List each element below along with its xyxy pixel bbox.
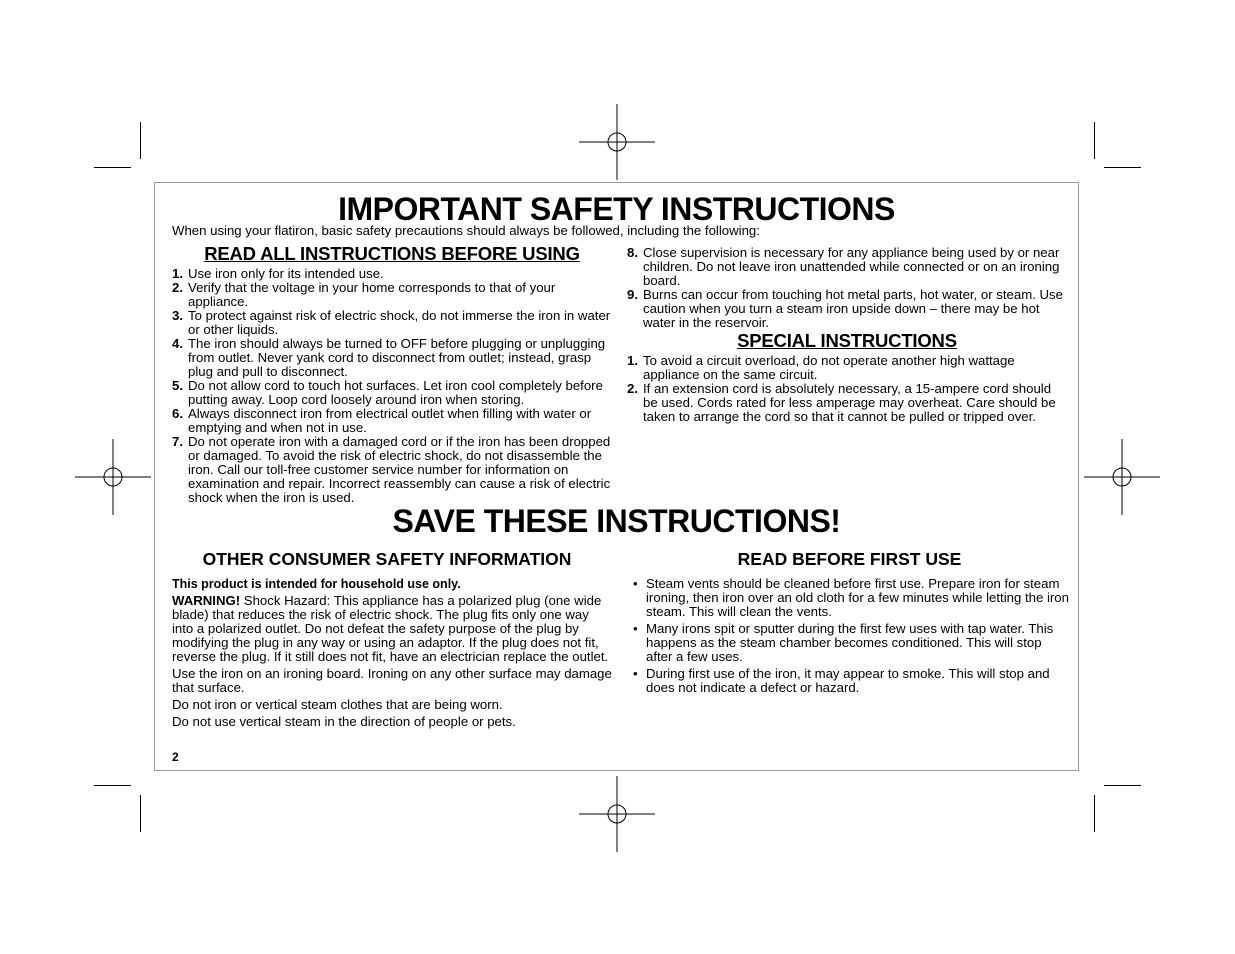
list-item: 2. Verify that the voltage in your home corresponds to that of your appliance. (172, 280, 556, 309)
crop-mark (1104, 785, 1141, 786)
crop-mark (1094, 795, 1095, 832)
warning-paragraph: WARNING! Shock Hazard: This appliance has a polarized plug (one wide blade) that reduces the risk of electric shock. The plug fits only one way into a polarized outlet. Do not defeat the safety purpose of the plug by modifying the plug in any way or using an adaptor. If the plug does not fit, reverse the plug. If it still does not fit, have an electrician replace the outlet. (172, 593, 609, 664)
registration-mark-left (75, 439, 151, 515)
list-item: 9. Burns can occur from touching hot metal parts, hot water, or steam. Use caution when you turn a steam iron upside down – there may be hot water in the reservoir. (627, 287, 1063, 330)
paragraph: Use the iron on an ironing board. Ironing on any other surface may damage that surface. (172, 666, 612, 695)
instructions-right-column (627, 246, 1067, 424)
paragraph: Do not iron or vertical steam clothes that are being worn. (172, 697, 503, 712)
household-note: This product is intended for household use only. (172, 577, 461, 591)
crop-mark (94, 167, 131, 168)
list-item: 1. To avoid a circuit overload, do not operate another high wattage appliance on the same circuit. (627, 353, 1015, 382)
crop-mark (140, 122, 141, 159)
list-item: 2. If an extension cord is absolutely necessary, a 15-ampere cord should be used. Cords rated for less amperage may overheat. Care should be taken to arrange the cord so that it cannot be pulled or tripped over. (627, 381, 1056, 424)
list-item: 3. To protect against risk of electric shock, do not immerse the iron in water or other liquids. (172, 308, 611, 337)
registration-mark-right (1084, 439, 1160, 515)
main-title: IMPORTANT SAFETY INSTRUCTIONS (338, 191, 895, 227)
list-item: • Steam vents should be cleaned before first use. Prepare iron for steam ironing, then iron over an old cloth for a few minutes while letting the iron steam. This will clean the vents. (633, 576, 1069, 619)
save-instructions-title: SAVE THESE INSTRUCTIONS! (392, 503, 841, 539)
bullet-icon: • (633, 576, 638, 591)
registration-mark-bottom (579, 776, 655, 852)
read-before-heading: READ BEFORE FIRST USE (737, 549, 962, 569)
bullet-icon: • (633, 621, 638, 636)
list-item: 6. Always disconnect iron from electrical outlet when filling with water or emptying and when not in use. (172, 406, 592, 435)
read-all-heading: READ ALL INSTRUCTIONS BEFORE USING (204, 243, 580, 264)
paragraph: Do not use vertical steam in the direction of people or pets. (172, 714, 516, 729)
list-item: 7. Do not operate iron with a damaged cord or if the iron has been dropped or damaged. To avoid the risk of electric shock, do not disassemble the iron. Call our toll-free customer service number for information on examination and repair. Incorrect reassembly can cause a risk of electric shock when the iron is used. (172, 434, 611, 505)
page-number: 2 (172, 750, 179, 764)
special-instruction-list (627, 354, 1067, 424)
warning-label: WARNING! (172, 593, 241, 608)
list-item: 4. The iron should always be turned to OFF before plugging or unplugging from outlet. Never yank cord to disconnect from outlet; instead, grasp plug and pull to disconnect. (172, 336, 606, 379)
registration-mark-top (579, 104, 655, 180)
crop-mark (140, 795, 141, 832)
crop-mark (1104, 167, 1141, 168)
list-item: • During first use of the iron, it may appear to smoke. This will stop and does not indicate a defect or hazard. (633, 666, 1050, 695)
manual-page (154, 182, 1079, 771)
other-safety-heading: OTHER CONSUMER SAFETY INFORMATION (202, 549, 572, 569)
other-safety-section (172, 577, 612, 732)
instruction-list-continued (627, 246, 1067, 330)
special-instructions-heading: SPECIAL INSTRUCTIONS (737, 330, 957, 351)
intro-text: When using your flatiron, basic safety precautions should always be followed, including the following: (172, 223, 760, 238)
crop-mark (1094, 122, 1095, 159)
bullet-icon: • (633, 666, 638, 681)
instructions-left-column (172, 243, 612, 505)
list-item: 8. Close supervision is necessary for any appliance being used by or near children. Do not leave iron unattended while connected or on an ironing board. (627, 245, 1060, 288)
list-item: • Many irons spit or sputter during the first few uses with tap water. This happens as the steam chamber becomes conditioned. This will stop after a few uses. (633, 621, 1054, 664)
first-use-list (631, 577, 1071, 695)
crop-mark (94, 785, 131, 786)
first-use-section (631, 577, 1071, 698)
instruction-list (172, 267, 612, 505)
list-item: 5. Do not allow cord to touch hot surfaces. Let iron cool completely before putting away. Loop cord loosely around iron when storing. (172, 378, 603, 407)
list-item: 1. Use iron only for its intended use. (172, 266, 384, 281)
